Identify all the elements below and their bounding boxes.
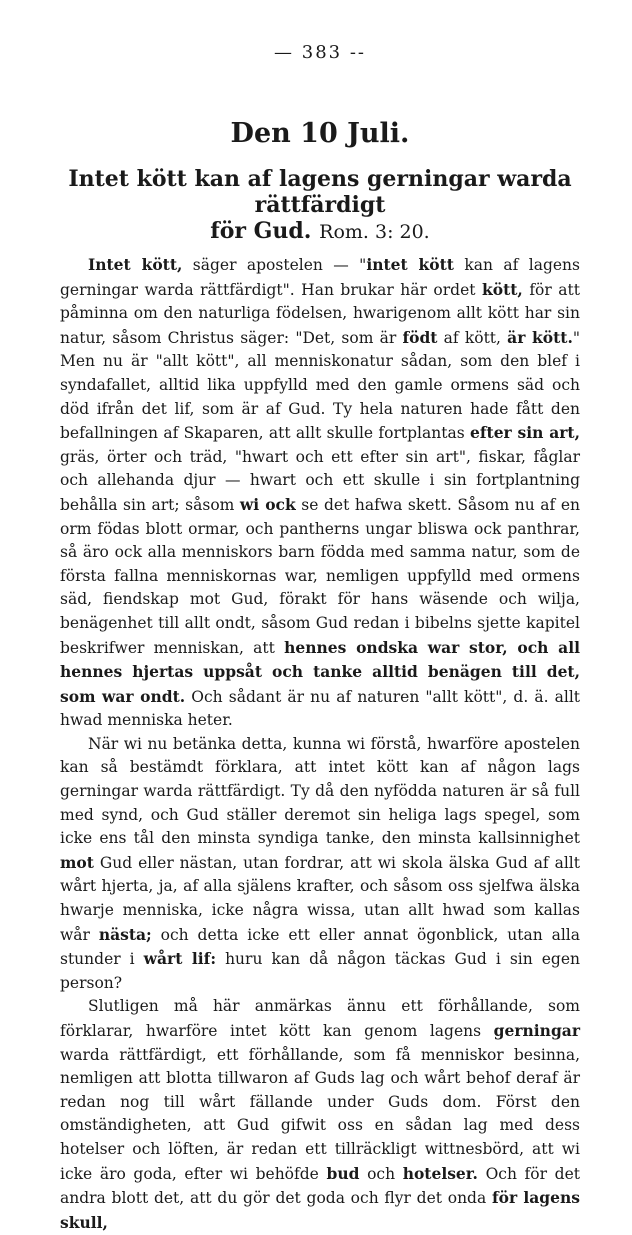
- emphasized-text: är kött.: [507, 327, 573, 347]
- emphasized-text: efter sin art,: [470, 423, 580, 443]
- text-run: af kött,: [437, 328, 508, 347]
- text-run: " Men nu är "allt kött", all menniskonatur sådan, som den blef i syndafallet, alltid lika uppfylld med den gamle ormens säd och död ifrån det lif, som är af Gud. Ty hela naturen hade fått den befallningen af Skaparen, att allt skulle fortplantas: [60, 328, 580, 443]
- paragraph-1: [60, 253, 580, 733]
- paragraph-3: [60, 995, 580, 1235]
- text-run: och: [359, 1164, 403, 1183]
- verse-heading-line1: Intet kött kan af lagens gerningar warda rättfärdigt: [68, 166, 572, 218]
- text-run: Och sådant är nu af naturen "allt kött", d. ä. allt hwad menniska heter.: [60, 687, 580, 730]
- paragraph-2: [60, 733, 580, 996]
- text-run: warda rättfärdigt, ett förhållande, som få menniskor besinna, nemligen att blotta tillwaron af Guds lag och wårt behof deraf är redan nog till wårt fällande under Guds dom. Först den omständigheten, att Gud gifwit oss en sådan lag med dess hotelser och löften, är redan ett tillräckligt wittnesbörd, att wi icke äro goda, efter wi behöfde: [60, 1045, 580, 1183]
- verse-reference: Rom. 3: 20.: [319, 221, 430, 243]
- chapter-title: Den 10 Juli.: [230, 118, 410, 149]
- text-run: Slutligen må här anmärkas ännu ett förhållande, som förklarar, hwarföre intet kött kan genom lagens: [60, 997, 580, 1040]
- text-run: säger apostelen — ": [182, 256, 367, 274]
- verse-heading: [60, 166, 580, 245]
- verse-heading-text: för Gud.: [210, 218, 312, 244]
- emphasized-text: nästa;: [98, 924, 152, 944]
- emphasized-text: intet kött: [366, 255, 454, 274]
- body-text: [60, 253, 580, 1235]
- emphasized-text: bud: [326, 1163, 360, 1183]
- emphasized-text: kött,: [482, 279, 523, 299]
- emphasized-text: födt: [402, 327, 438, 347]
- text-run: Och för det andra blott det, att du gör det goda och flyr det onda: [60, 1164, 580, 1208]
- emphasized-text: wi ock: [239, 494, 296, 514]
- text-run: huru kan då någon täckas Gud i sin egen person?: [60, 950, 580, 992]
- text-run: kan af lagens gerningar warda rättfärdigt". Han brukar här ordet: [60, 256, 580, 299]
- emphasized-text: hotelser.: [402, 1163, 478, 1183]
- text-run: Gud eller nästan, utan fordrar, att wi skola älska Gud af allt wårt hjerta, ja, af alla själens krafter, och såsom oss sjelfwa älska hwarje menniska, icke några wissa, utan allt hwad som kallas wår: [60, 853, 580, 944]
- emphasized-text: mot: [60, 852, 94, 872]
- text-run: se det hafwa skett. Såsom nu af en orm födas blott ormar, och pantherns ungar bliswa ock panthrar, så äro ock alla menniskors barn födda med samma natur, som de första fallna menniskornas war, nemligen uppfylld med ormens säd, fiendskap mot Gud, förakt för hans wäsende och wilja, benägenhet till allt ondt, såsom Gud redan i bibelns sjette kapitel beskrifwer menniskan, att: [60, 495, 581, 657]
- text-run: gräs, örter och träd, "hwart och ett efter sin art", fiskar, fåglar och allehanda djur — hwart och ett skulle i sin fortplantning behålla sin art; såsom: [60, 447, 580, 514]
- emphasized-text: Intet kött,: [88, 255, 183, 274]
- page-number: — 383 --: [274, 42, 366, 63]
- text-run: för att påminna om den naturliga födelsen, hwarigenom allt kött har sin natur, såsom Christus säger: "Det, som är: [60, 280, 581, 347]
- book-page: [0, 42, 632, 1232]
- text-run: och detta icke ett eller annat ögonblick, utan alla stunder i: [60, 925, 580, 969]
- text-run: När wi nu betänka detta, kunna wi förstå, hwarföre apostelen kan så bestämdt förklara, att intet kött kan af någon lags gerningar warda rättfärdigt. Ty då den nyfödda naturen är så full med synd, och Gud ställer deremot sin heliga lags spegel, som icke ens tål den minsta syndiga tanke, den minsta kallsinnighet: [60, 734, 580, 848]
- emphasized-text: hennes ondska war stor, och all hennes hjertas uppsåt och tanke alltid benägen till det, som war ondt.: [60, 637, 580, 706]
- emphasized-text: för lagens skull,: [60, 1188, 580, 1232]
- verse-heading-line2: [60, 218, 580, 245]
- emphasized-text: wårt lif:: [143, 949, 217, 969]
- emphasized-text: gerningar: [493, 1021, 580, 1040]
